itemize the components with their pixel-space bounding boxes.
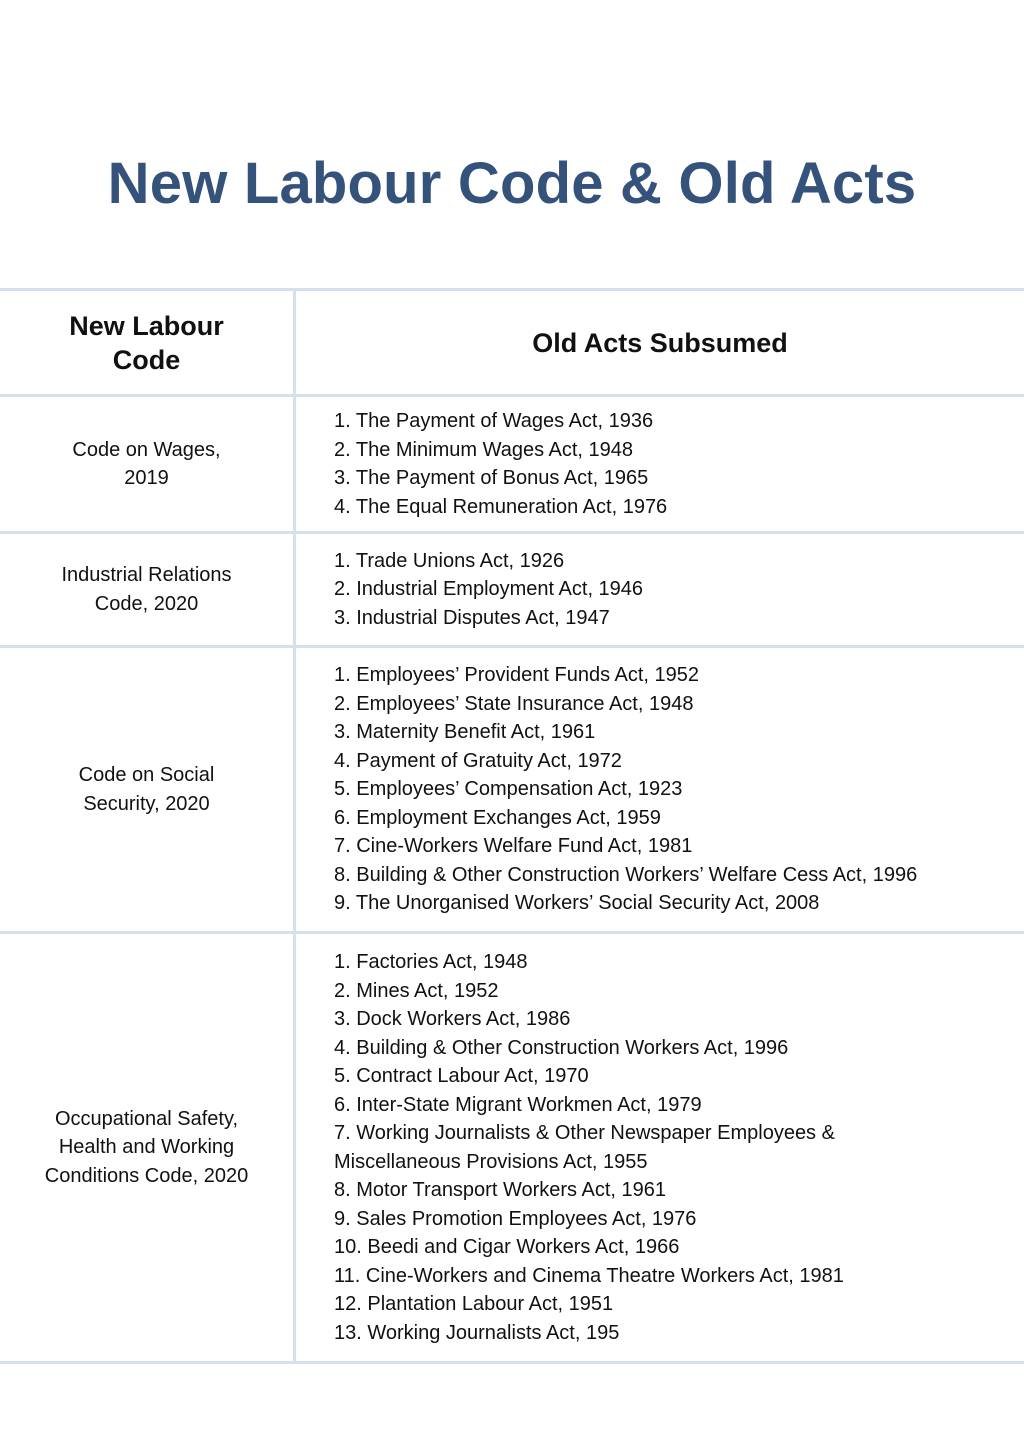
old-act-item: 4. Building & Other Construction Workers Act, 1996 xyxy=(334,1036,789,1059)
old-act-item: 2. The Minimum Wages Act, 1948 xyxy=(334,438,634,461)
old-act-item: 3. Maternity Benefit Act, 1961 xyxy=(334,721,596,744)
old-act-item: 2. Industrial Employment Act, 1946 xyxy=(334,578,644,601)
old-act-item: 5. Contract Labour Act, 1970 xyxy=(334,1065,589,1087)
header-old-acts: Old Acts Subsumed xyxy=(532,327,788,358)
old-act-item: 4. The Equal Remuneration Act, 1976 xyxy=(334,495,668,518)
old-act-item: 8. Building & Other Construction Workers’ Welfare Cess Act, 1996 xyxy=(334,863,918,886)
labour-code-name: Occupational Safety, Health and Working Conditions Code, 2020 xyxy=(0,934,296,1361)
old-act-item: 1. Employees’ Provident Funds Act, 1952 xyxy=(334,664,700,687)
old-act-item: 3. Industrial Disputes Act, 1947 xyxy=(334,606,610,629)
old-act-item: 1. Trade Unions Act, 1926 xyxy=(334,549,565,572)
old-act-item: 9. The Unorganised Workers’ Social Security Act, 2008 xyxy=(334,892,820,915)
old-act-item: 10. Beedi and Cigar Workers Act, 1966 xyxy=(334,1236,680,1258)
old-act-item: 6. Inter-State Migrant Workmen Act, 1979 xyxy=(334,1093,702,1116)
old-act-item: 5. Employees’ Compensation Act, 1923 xyxy=(334,778,683,801)
table-row xyxy=(0,931,1024,1364)
old-acts-list xyxy=(296,534,1024,645)
table-row xyxy=(0,645,1024,931)
old-acts-list xyxy=(296,934,1024,1361)
table-row xyxy=(0,531,1024,645)
table-row xyxy=(0,394,1024,531)
old-act-item: 1. The Payment of Wages Act, 1936 xyxy=(334,410,654,432)
old-acts-list xyxy=(296,648,1024,931)
old-acts-list xyxy=(296,397,1024,531)
labour-code-name: Code on Wages, 2019 xyxy=(0,397,296,531)
old-act-item: 7. Cine-Workers Welfare Fund Act, 1981 xyxy=(334,835,693,858)
old-act-item: 6. Employment Exchanges Act, 1959 xyxy=(334,806,661,829)
old-act-item: 9. Sales Promotion Employees Act, 1976 xyxy=(334,1207,697,1230)
old-act-item: 3. The Payment of Bonus Act, 1965 xyxy=(334,467,649,489)
old-act-item: 12. Plantation Labour Act, 1951 xyxy=(334,1293,614,1315)
page-title: New Labour Code & Old Acts xyxy=(107,151,917,216)
old-act-item: 11. Cine-Workers and Cinema Theatre Workers Act, 1981 xyxy=(334,1264,844,1287)
old-act-item: 7. Working Journalists & Other Newspaper Employees & Miscellaneous Provisions Act, 1955 xyxy=(334,1122,835,1173)
old-act-item: 2. Mines Act, 1952 xyxy=(334,979,499,1002)
old-act-item: 1. Factories Act, 1948 xyxy=(334,951,528,973)
old-act-item: 13. Working Journalists Act, 195 xyxy=(334,1321,620,1344)
header-new-labour-code: New Labour Code xyxy=(0,291,296,394)
old-act-item: 2. Employees’ State Insurance Act, 1948 xyxy=(334,692,694,715)
labour-code-name: Industrial Relations Code, 2020 xyxy=(0,534,296,645)
labour-code-table xyxy=(0,288,1024,1364)
old-act-item: 4. Payment of Gratuity Act, 1972 xyxy=(334,749,622,772)
old-act-item: 3. Dock Workers Act, 1986 xyxy=(334,1008,571,1030)
labour-code-name: Code on Social Security, 2020 xyxy=(0,648,296,931)
table-header-row xyxy=(0,288,1024,394)
old-act-item: 8. Motor Transport Workers Act, 1961 xyxy=(334,1179,666,1201)
